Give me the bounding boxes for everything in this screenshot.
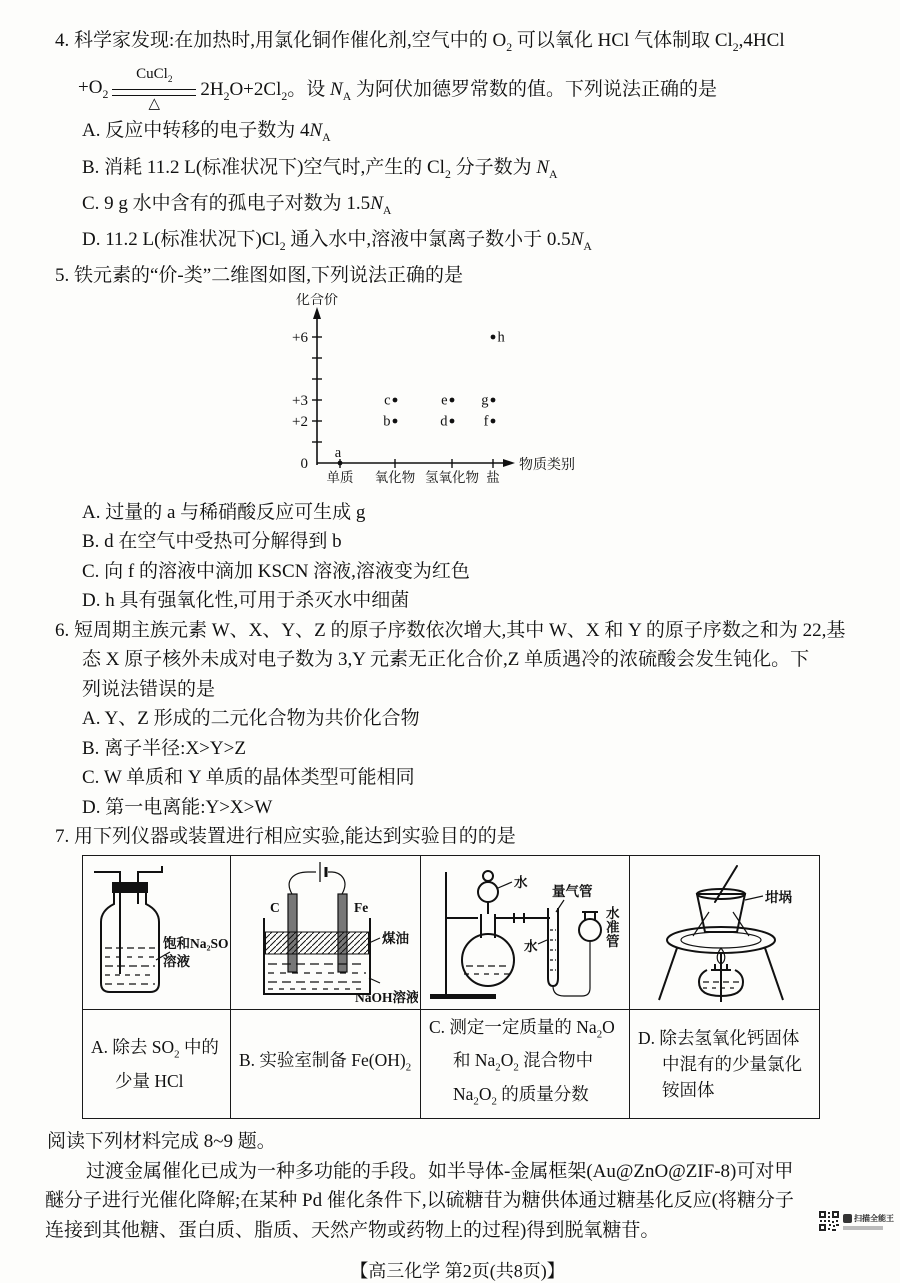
q4-equation-line [55,62,860,116]
x-axis-title: 物质类别 [519,457,575,473]
chart-point-b [393,419,398,424]
catalyst-label: CuCl$_2$ [136,65,173,85]
chart-point-label-d: d [440,413,448,430]
q5-option-d: D. h 具有强氧化性,可用于杀灭水中细菌 [82,590,410,612]
reaction-condition-sign [112,66,196,113]
diagram-crucible-heating [630,855,820,1009]
bottle-body [101,893,159,992]
q6-stem-line2: 态 X 原子核外未成对电子数为 3,Y 元素无正化合价,Z 单质遇冷的浓硫酸会发生钝化。下 [82,649,810,671]
diagram-electrolysis-cell [231,855,421,1009]
chart-point-d [450,419,455,424]
delta-label: △ [148,95,161,112]
q6-stem-line1: 6. 短周期主族元素 W、X、Y、Z 的原子序数依次增大,其中 W、X 和 Y 的原子序数之和为 22,基 [55,619,846,641]
kerosene-label: 煤油 [381,930,409,946]
funnel-water-label: 水 [513,874,527,890]
valence-chart-svg [255,293,625,489]
buret-label: 量气管 [551,883,592,899]
category-danzhi: 单质 [326,469,354,485]
q6-option-d: D. 第一电离能:Y>X>W [82,796,273,818]
crucible-label: 坩埚 [764,889,792,905]
caption-cell-c [421,1009,630,1119]
chart-point-label-g: g [481,392,489,409]
crucible-svg [633,856,817,1004]
pointer-line [556,900,564,912]
y-tick-label-0: 0 [300,455,308,472]
chart-point-label-b: b [383,413,391,430]
y-tick-label-2: +2 [292,413,308,430]
chart-point-e [450,398,455,403]
solution-label-line1: 饱和Na₂SO₃ [162,935,228,951]
reading-line2: 醚分子进行光催化降解;在某种 Pd 催化条件下,以硫糖苷为糖供体通过糖基化反应(将糖分子 [45,1190,794,1212]
qr-code-icon [818,1210,840,1232]
naoh-label: NaOH溶液 [354,989,418,1004]
chart-point-label-a: a [334,444,342,461]
q4-option-d: D. 11.2 L(标准状况下)$Cl_2$ 通入水中,溶液中氯离子数小于 $0.5N_A$ [82,229,592,253]
y-tick-label-3: +3 [292,392,308,409]
caption-cell-a [83,1009,231,1119]
chart-point-h [491,335,496,340]
tripod-leg [659,948,677,1000]
reading-material [45,1127,860,1245]
stopper [112,882,148,893]
y-axis-title: 化合价 [296,292,338,308]
chart-point-c [393,398,398,403]
wire-right [328,872,345,894]
electrode-label-c: C [269,899,280,915]
q4-option-a: A. 反应中转移的电子数为 $4N_A$ [82,120,331,145]
wire-left [289,872,316,894]
caption-b: B. 实验室制备 $Fe(OH)_2$ [239,1050,412,1074]
q7-stem: 7. 用下列仪器或装置进行相应实验,能达到实验目的的是 [55,826,516,848]
reading-line3: 连接到其他糖、蛋白质、脂质、天然产物或药物上的过程)得到脱氧糖苷。 [45,1219,660,1241]
solution-label-line2: 溶液 [162,953,190,969]
q4-option-c: C. 9 g 水中含有的孤电子对数为 $1.5N_A$ [82,192,392,217]
scanner-watermark [818,1210,894,1232]
y-tick-label-6: +6 [292,329,308,346]
q6-option-a: A. Y、Z 形成的二元化合物为共价化合物 [82,708,420,730]
caption-a: A. 除去 $SO_2$ 中的少量 HCl [91,1037,219,1091]
iron-ring-inner [681,932,761,948]
question-6 [55,616,860,823]
equation-lhs: $+O_2$ [78,76,109,101]
leveling-bulb [579,919,601,941]
category-qingyanghuawu: 氢氧化物 [425,469,479,485]
chart-point-label-h: h [497,329,505,346]
reading-heading: 阅读下列材料完成 8~9 题。 [47,1131,276,1153]
q6-option-c: C. W 单质和 Y 单质的晶体类型可能相同 [82,767,415,789]
electrode-label-fe: Fe [353,899,368,915]
chart-point-a [338,461,343,466]
category-yan: 盐 [486,469,500,485]
leveling-tube-label: 水准管 [605,905,619,949]
valence-category-chart [255,293,860,494]
equation-rhs: $2H_2O+2Cl_2$。设 $N_A$ 为阿伏加德罗常数的值。下列说法正确的是 [200,79,717,104]
diagram-gas-washing-bottle [83,855,231,1009]
pointer-line [498,882,512,888]
chart-point-label-f: f [483,413,489,430]
reading-line1: 过渡金属催化已成为一种多功能的手段。如半导体-金属框架(Au@ZnO@ZIF-8)可对甲 [86,1160,794,1182]
q4-stem-line1: 4. 科学家发现:在加热时,用氯化铜作催化剂,空气中的 $O_2$ 可以氧化 HCl 气体制取 $Cl_2,4HCl$ [55,30,785,54]
category-yanghuawu: 氧化物 [374,469,416,485]
buret-water-label: 水 [523,938,537,954]
apparatus-table [82,855,820,1120]
stand-base [430,994,496,999]
chart-point-f [491,419,496,424]
caption-cell-d [630,1009,820,1119]
q5-stem: 5. 铁元素的“价-类”二维图如图,下列说法正确的是 [55,265,463,287]
flask [462,934,514,986]
electrolysis-svg [234,856,418,1004]
watermark-brand-text: 扫描全能王 [854,1213,894,1223]
caption-d: D. 除去氢氧化钙固体中混有的少量氯化铵固体 [638,1028,802,1101]
y-axis-arrow [313,307,321,319]
page-footer: 【高三化学 第2页(共8页)】 [350,1261,565,1282]
tripod-leg [765,948,783,1000]
q5-option-a: A. 过量的 a 与稀硝酸反应可生成 g [82,501,366,523]
chart-point-label-c: c [384,392,391,409]
chart-point-label-e: e [441,392,448,409]
question-4 [55,26,860,261]
funnel-top-bulb [483,871,493,881]
iron-ring-outer [667,927,775,953]
q4-option-b: B. 消耗 11.2 L(标准状况下)空气时,产生的 $Cl_2$ 分子数为 $N_A$ [82,156,558,181]
chart-point-g [491,398,496,403]
question-7 [55,822,860,1119]
q6-stem-line3: 列说法错误的是 [82,678,216,700]
diagram-gas-measuring-setup [421,855,630,1009]
q5-option-b: B. d 在空气中受热可分解得到 b [82,531,342,553]
dropping-funnel-bulb [478,882,498,902]
q5-option-c: C. 向 f 的溶液中滴加 KSCN 溶液,溶液变为红色 [82,560,470,582]
caption-c: C. 测定一定质量的 $Na_2O$ 和 $Na_2O_2$ 混合物中 $Na_2O_2$ 的质量分数 [429,1016,615,1108]
question-5 [55,261,860,616]
gas-measuring-svg [424,856,627,1004]
caption-cell-b [231,1009,421,1119]
double-line [112,89,196,96]
q6-option-b: B. 离子半径:X>Y>Z [82,737,246,759]
camscanner-logo-icon [843,1214,852,1223]
gas-buret [548,908,558,986]
pointer-line [745,896,763,900]
x-axis-arrow [503,459,515,467]
watermark-subtext-bar [843,1226,883,1230]
stirring-rod [715,866,737,902]
kerosene-layer [265,932,368,954]
pointer-line [538,940,547,944]
washing-bottle-svg [86,856,228,1004]
